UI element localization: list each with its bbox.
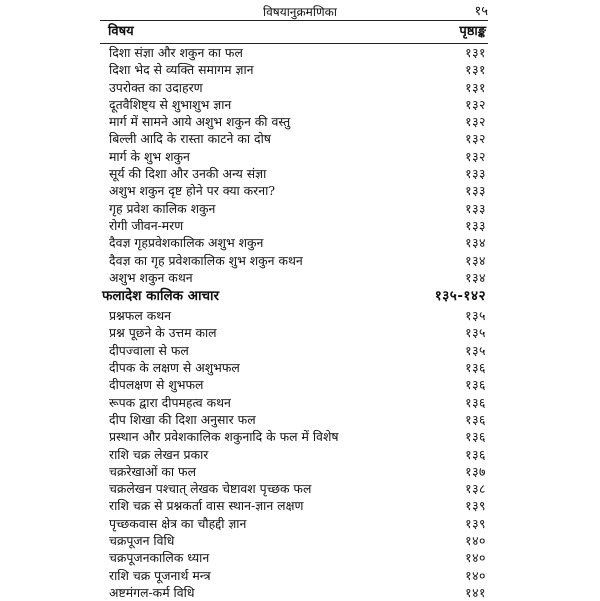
toc-topic: दीपलक्षण से शुभफल	[109, 377, 204, 393]
column-header-page: पृष्ठाङ्क	[459, 24, 486, 39]
toc-row	[100, 376, 488, 393]
toc-row	[100, 497, 488, 514]
toc-topic: उपरोक्त का उदाहरण	[109, 79, 203, 95]
toc-topic: अष्टमंगल-कर्म विधि	[109, 584, 195, 600]
page-number: १५	[474, 4, 488, 19]
toc-row	[100, 515, 488, 532]
toc-page-number: १४०	[465, 533, 486, 549]
toc-row	[100, 324, 488, 341]
toc-topic: बिल्ली आदि के रास्ता काटने का दोष	[109, 131, 271, 147]
toc-page-number: १३१	[465, 79, 486, 95]
toc-page-number: १३६	[465, 360, 486, 376]
toc-topic: प्रस्थान और प्रवेशकालिक शकुनादि के फल में विशेष	[109, 429, 339, 445]
toc-row	[100, 549, 488, 566]
toc-row	[100, 44, 488, 61]
toc-row	[100, 567, 488, 584]
toc-row	[100, 234, 488, 251]
toc-row	[100, 307, 488, 324]
toc-page-number: १३४	[465, 269, 486, 285]
toc-page-number: १३६	[465, 394, 486, 410]
toc-row	[100, 252, 488, 269]
toc-page-number: १३५	[465, 325, 486, 341]
toc-row	[100, 79, 488, 96]
toc-row	[100, 200, 488, 217]
toc-topic: सूर्य की दिशा और उनकी अन्य संज्ञा	[109, 166, 267, 182]
section-heading-row	[100, 286, 488, 307]
toc-page-number: १३२	[465, 114, 486, 130]
toc-page-number: १३८	[465, 481, 486, 497]
toc-topic: दैवज्ञ गृहप्रवेशकालिक अशुभ शकुन	[109, 235, 264, 251]
toc-topic: अशुभ शकुन कथन	[109, 269, 193, 285]
toc-page-number: १३६	[465, 446, 486, 462]
toc-topic: दीप शिखा की दिशा अनुसार फल	[109, 411, 256, 427]
toc-topic: दिशा संज्ञा और शकुन का फल	[109, 45, 243, 60]
toc-row	[100, 148, 488, 165]
toc-page-number: १३७	[465, 463, 486, 479]
toc-page-number: १३४	[465, 235, 486, 251]
toc-row	[100, 269, 488, 286]
toc-row	[100, 359, 488, 376]
toc-page-number: १३३	[465, 217, 486, 233]
toc-topic: रूपक द्वारा दीपमहत्व कथन	[109, 394, 231, 410]
toc-page-number: १३२	[465, 131, 486, 147]
section-heading-title: फलादेश कालिक आचार	[102, 288, 220, 305]
toc-page-number: १३९	[465, 498, 486, 514]
table-of-contents	[100, 20, 488, 601]
toc-topic: मार्ग में सामने आये अशुभ शकुन की वस्तु	[109, 114, 291, 130]
toc-topic: प्रश्नफल कथन	[109, 308, 172, 324]
toc-topic: पृच्छकवास क्षेत्र का चौहद्दी ज्ञान	[109, 515, 247, 531]
toc-topic: चक्ररेखाओं का फल	[109, 463, 197, 479]
toc-page-number: १३२	[465, 148, 486, 164]
toc-page-number: १४०	[465, 550, 486, 566]
toc-row	[100, 113, 488, 130]
toc-page-number: १३३	[465, 200, 486, 216]
toc-page-number: १३४	[465, 252, 486, 268]
toc-row	[100, 480, 488, 497]
toc-row	[100, 463, 488, 480]
toc-row	[100, 394, 488, 411]
toc-topic: चक्रलेखन पश्चात् लेखक चेष्टावश पृच्छक फल	[109, 481, 312, 497]
section-page-range: १३५-१४२	[434, 288, 486, 305]
toc-topic: चक्रपूजनकालिक ध्यान	[109, 550, 210, 566]
toc-row	[100, 342, 488, 359]
toc-topic: दीपक के लक्षण से अशुभफल	[109, 360, 240, 376]
toc-row	[100, 61, 488, 78]
toc-topic: दैवज्ञ का गृह प्रवेशकालिक शुभ शकुन कथन	[109, 252, 303, 268]
toc-rows	[100, 44, 488, 601]
toc-page-number: १३१	[465, 45, 486, 60]
toc-row	[100, 182, 488, 199]
toc-row	[100, 130, 488, 147]
running-title: विषयानुक्रमणिका	[263, 5, 337, 19]
toc-row	[100, 217, 488, 234]
toc-topic: राशि चक्र पूजनार्थ मन्त्र	[109, 567, 211, 583]
toc-row	[100, 165, 488, 182]
toc-page-number: १३६	[465, 429, 486, 445]
toc-topic: अशुभ शकुन दृष्ट होने पर क्या करना?	[109, 183, 275, 199]
toc-topic: चक्रपूजन विधि	[109, 533, 175, 549]
toc-topic: रोगी जीवन-मरण	[109, 217, 184, 233]
toc-topic: दिशा भेद से व्यक्ति समागम ज्ञान	[109, 62, 254, 78]
toc-page-number: १३५	[465, 342, 486, 358]
toc-row	[100, 428, 488, 445]
toc-topic: प्रश्न पूछने के उत्तम काल	[109, 325, 217, 341]
toc-topic: दीपज्वाला से फल	[109, 342, 189, 358]
toc-row	[100, 411, 488, 428]
toc-row	[100, 532, 488, 549]
toc-page-number: १३६	[465, 377, 486, 393]
column-header-topic: विषय	[108, 24, 134, 39]
toc-page-number: १४१	[465, 584, 486, 600]
toc-topic: मार्ग के शुभ शकुन	[109, 148, 190, 164]
toc-page-number: १४०	[465, 567, 486, 583]
toc-page-number: १३३	[465, 183, 486, 199]
toc-page-number: १३३	[465, 166, 486, 182]
toc-topic: दूतवैशिष्ट्य से शुभाशुभ ज्ञान	[109, 96, 232, 112]
toc-page-number: १३६	[465, 411, 486, 427]
toc-row	[100, 96, 488, 113]
toc-topic: राशि चक्र से प्रश्नकर्ता वास स्थान-ज्ञान लक्षण	[109, 498, 304, 514]
running-head	[0, 4, 600, 20]
toc-row	[100, 584, 488, 601]
toc-topic: राशि चक्र लेखन प्रकार	[109, 446, 209, 462]
toc-topic: गृह प्रवेश कालिक शकुन	[109, 200, 216, 216]
toc-page-number: १३१	[465, 62, 486, 78]
toc-page-number: १३५	[465, 308, 486, 324]
toc-row	[100, 446, 488, 463]
column-headers	[100, 20, 488, 44]
toc-page-number: १३९	[465, 515, 486, 531]
toc-page-number: १३२	[465, 96, 486, 112]
